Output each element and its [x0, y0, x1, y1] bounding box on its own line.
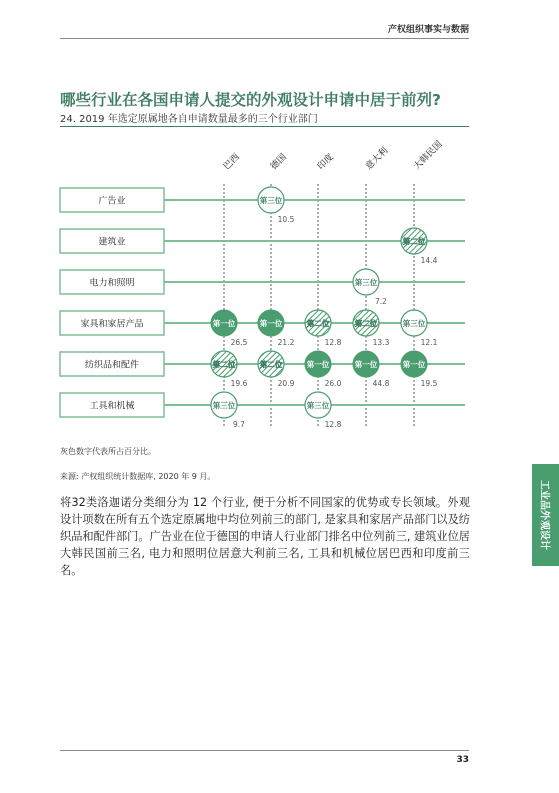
row-label: 家具和家居产品 — [80, 319, 144, 330]
share-value: 12.1 — [420, 338, 438, 347]
rank-label: 第一位 — [354, 360, 378, 369]
rank-label: 第三位 — [259, 196, 283, 205]
share-value: 9.7 — [233, 420, 245, 429]
share-value: 14.4 — [420, 256, 438, 265]
gray-note: 灰色数字代表所占百分比。 — [60, 447, 156, 456]
running-header: 产权组织事实与数据 — [387, 25, 469, 35]
rank-label: 第二位 — [306, 319, 330, 328]
row-label: 电力和照明 — [89, 278, 135, 289]
body-paragraph — [60, 494, 470, 579]
rank-label: 第一位 — [212, 319, 236, 328]
share-value: 12.8 — [324, 338, 342, 347]
row-label: 工具和机械 — [89, 401, 135, 412]
share-value: 20.9 — [277, 379, 295, 388]
footer-rule — [60, 750, 469, 751]
rank-label: 第三位 — [402, 319, 426, 328]
rank-label: 第三位 — [354, 278, 378, 287]
rank-label: 第二位 — [402, 237, 426, 246]
column-header-label: 大韩民国 — [412, 139, 445, 173]
section-side-tab[interactable] — [532, 464, 559, 566]
rank-label: 第二位 — [259, 360, 283, 369]
share-value: 19.6 — [230, 379, 248, 388]
body-text: 将32类洛迦诺分类细分为 12 个行业, 便于分析不同国家的优势或专长领域。外观设计项数在所有五个选定原属地中均位列前三的部门, 是家具和家居产品部门以及纺织品和配件部门。广告业在位于德国的申请人行业部门排名中位列前三, 建筑业位居大韩民国前三名, 电力和照明位居意大利前三名, 工具和机械位居巴西和印度前三名。 — [60, 496, 470, 577]
column-header-label: 印度 — [316, 152, 336, 173]
share-value: 7.2 — [375, 297, 387, 306]
share-value: 13.3 — [372, 338, 390, 347]
share-value: 26.5 — [230, 338, 248, 347]
source-note: 来源: 产权组织统计数据库, 2020 年 9 月。 — [60, 472, 216, 481]
rank-label: 第三位 — [212, 401, 236, 410]
rank-label: 第一位 — [259, 319, 283, 328]
share-value: 12.8 — [324, 420, 342, 429]
side-tab-label: 工业品外观设计 — [538, 480, 549, 550]
row-label: 广告业 — [98, 196, 126, 207]
share-value: 44.8 — [372, 379, 390, 388]
page-number: 33 — [456, 755, 469, 765]
row-label: 建筑业 — [98, 237, 126, 248]
figure-title: 哪些行业在各国申请人提交的外观设计申请中居于前列? — [60, 91, 441, 109]
share-value: 10.5 — [277, 215, 295, 224]
share-value: 26.0 — [324, 379, 342, 388]
rank-label: 第一位 — [402, 360, 426, 369]
figure-subtitle: 24. 2019 年选定原属地各自申请数量最多的三个行业部门 — [60, 114, 318, 125]
column-header-label: 巴西 — [222, 152, 242, 173]
rank-label: 第二位 — [212, 360, 236, 369]
rank-label: 第三位 — [306, 401, 330, 410]
rank-label: 第一位 — [306, 360, 330, 369]
share-value: 21.2 — [277, 338, 295, 347]
rank-label: 第二位 — [354, 319, 378, 328]
share-value: 19.5 — [420, 379, 438, 388]
column-header-label: 德国 — [269, 152, 289, 173]
column-header-label: 意大利 — [364, 145, 391, 173]
row-label: 纺织品和配件 — [84, 360, 140, 371]
